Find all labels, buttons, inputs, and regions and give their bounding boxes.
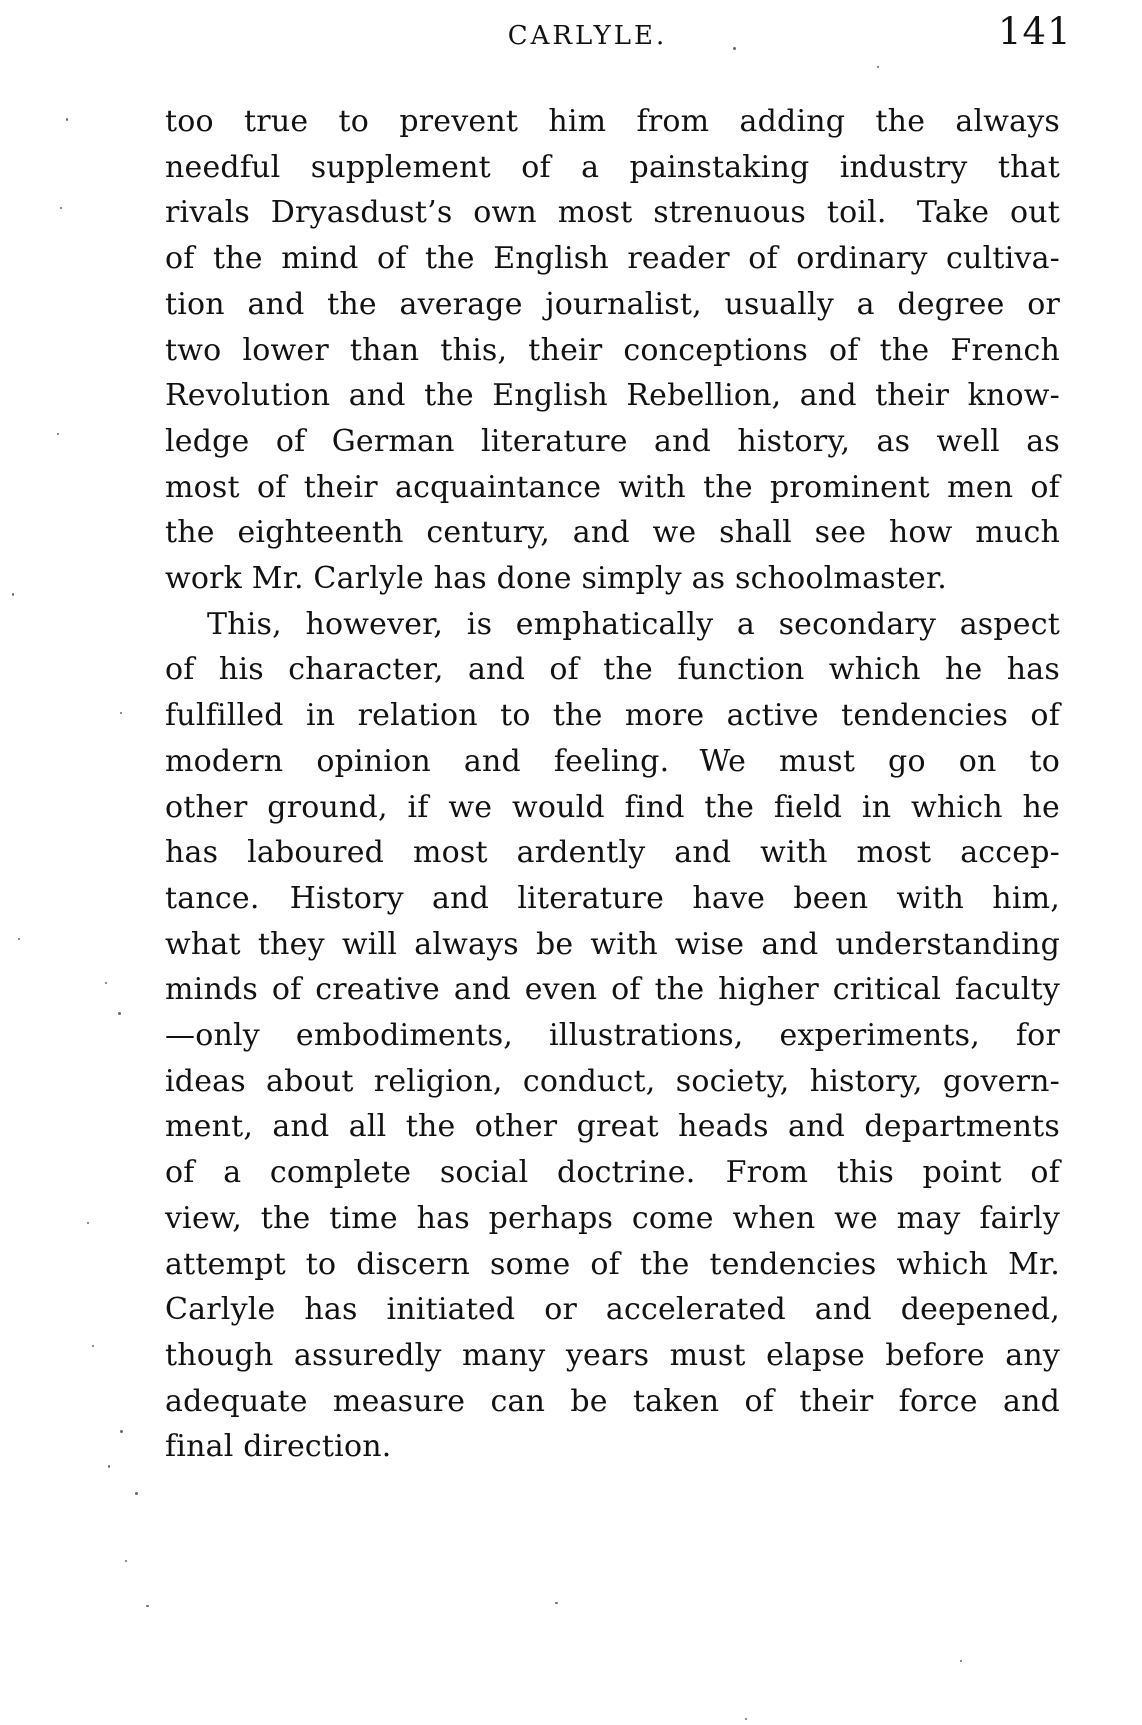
text-line: of the mind of the English reader of ordinary cultiva-: [165, 241, 1060, 277]
text-line: ideas about religion, conduct, society, history, govern-: [165, 1063, 1060, 1099]
scan-speck: [125, 1560, 127, 1562]
scan-speck: [745, 1718, 747, 1720]
text-line: needful supplement of a painstaking industry that: [165, 149, 1060, 185]
paragraph: [165, 99, 1060, 602]
scan-speck: [92, 1345, 94, 1347]
text-line: attempt to discern some of the tendencies which Mr.: [165, 1246, 1060, 1282]
text-line: work Mr. Carlyle has done simply as schoolmaster.: [165, 561, 947, 597]
page-text: [165, 99, 1060, 1470]
scan-speck: [12, 593, 14, 596]
text-line: though assuredly many years must elapse before any: [165, 1337, 1060, 1373]
text-line: ledge of German literature and history, as well as: [165, 423, 1060, 459]
text-line: Carlyle has initiated or accelerated and deepened,: [165, 1292, 1060, 1328]
scan-speck: [733, 47, 736, 50]
text-line: —only embodiments, illustrations, experiments, for: [165, 1018, 1060, 1054]
text-line: other ground, if we would find the field in which he: [165, 789, 1060, 825]
text-line: This, however, is emphatically a secondary aspect: [207, 606, 1060, 642]
scan-speck: [960, 1660, 962, 1662]
text-line: Revolution and the English Rebellion, and their know-: [165, 378, 1060, 414]
scan-speck: [146, 1605, 149, 1607]
text-line: tance. History and literature have been with him,: [165, 880, 1060, 916]
running-title: CARLYLE.: [507, 21, 668, 51]
text-line: rivals Dryasdust’s own most strenuous toil. Take out: [165, 195, 1060, 231]
text-line: has laboured most ardently and with most accep-: [165, 835, 1060, 871]
scan-speck: [60, 207, 62, 209]
scan-speck: [108, 1465, 110, 1468]
text-line: fulfilled in relation to the more active tendencies of: [165, 698, 1060, 734]
text-line: of a complete social doctrine. From this point of: [165, 1155, 1060, 1191]
text-line: what they will always be with wise and understanding: [165, 926, 1060, 962]
text-line: two lower than this, their conceptions of the French: [165, 332, 1060, 368]
text-line: most of their acquaintance with the prominent men of: [165, 469, 1060, 505]
text-line: minds of creative and even of the higher critical faculty: [165, 972, 1060, 1008]
text-line: too true to prevent him from adding the always: [165, 104, 1060, 139]
text-line: of his character, and of the function which he has: [165, 652, 1060, 688]
text-line: ment, and all the other great heads and departments: [165, 1109, 1060, 1145]
scan-speck: [120, 712, 122, 714]
scan-speck: [57, 433, 59, 435]
scan-speck: [87, 1222, 89, 1224]
scan-speck: [555, 1602, 558, 1604]
text-line: the eighteenth century, and we shall see how much: [165, 515, 1060, 551]
text-line: view, the time has perhaps come when we may fairly: [165, 1200, 1060, 1236]
scan-speck: [105, 982, 107, 984]
scan-speck: [118, 1012, 121, 1015]
scan-speck: [120, 1430, 123, 1433]
text-line: adequate measure can be taken of their force and: [165, 1383, 1060, 1419]
text-line: modern opinion and feeling. We must go on to: [165, 743, 1060, 779]
text-line: tion and the average journalist, usually a degree or: [165, 286, 1060, 322]
scan-speck: [18, 938, 20, 940]
paragraph: [165, 602, 1060, 1470]
scan-speck: [877, 66, 879, 68]
scan-speck: [135, 1492, 138, 1495]
page-number: 141: [998, 10, 1072, 53]
text-line: final direction.: [165, 1429, 392, 1465]
scan-speck: [66, 118, 68, 121]
